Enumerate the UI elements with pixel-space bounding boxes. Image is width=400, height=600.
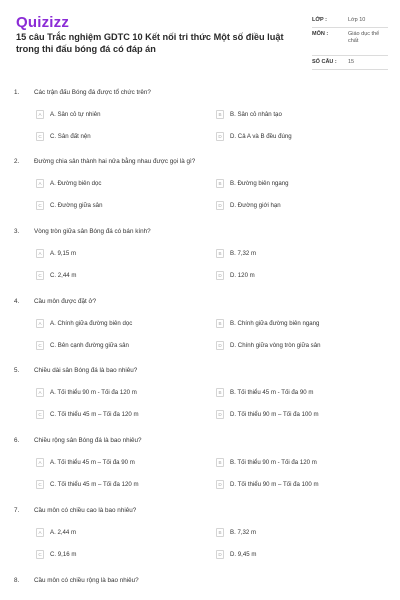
option-letter-box: B	[216, 110, 224, 119]
question-number: 7.	[14, 507, 20, 514]
option-letter-box: D	[216, 480, 224, 489]
answer-option-c[interactable]	[36, 408, 139, 420]
option-letter-box: D	[216, 341, 224, 350]
question-number: 5.	[14, 367, 20, 374]
answer-option-c[interactable]	[36, 548, 76, 560]
answer-option-b[interactable]	[216, 386, 313, 398]
answer-option-a[interactable]	[36, 456, 135, 468]
answer-option-c[interactable]	[36, 130, 91, 142]
option-letter-box: C	[36, 201, 44, 210]
option-letter-box: C	[36, 550, 44, 559]
meta-value-socau: 15	[348, 59, 355, 65]
meta-label-lop: LỚP :	[312, 17, 327, 23]
answer-option-b[interactable]	[216, 247, 256, 259]
option-letter-box: C	[36, 132, 44, 141]
question-number: 2.	[14, 158, 20, 165]
meta-row-mon	[312, 28, 388, 56]
option-letter-box: B	[216, 179, 224, 188]
option-text: D. 9,45 m	[230, 550, 257, 558]
question-number: 6.	[14, 437, 20, 444]
question-number: 1.	[14, 89, 20, 96]
answer-option-c[interactable]	[36, 478, 139, 490]
answer-option-d[interactable]	[216, 199, 281, 211]
option-text: A. Tối thiểu 45 m – Tối đa 90 m	[50, 458, 135, 466]
option-letter-box: A	[36, 110, 44, 119]
meta-row-socau	[312, 56, 388, 70]
question-text: Cầu môn có chiều cao là bao nhiêu?	[34, 507, 137, 514]
answer-option-a[interactable]	[36, 526, 76, 538]
option-text: A. Chính giữa đường biên dọc	[50, 319, 133, 327]
option-text: D. Tối thiểu 90 m – Tối đa 100 m	[230, 480, 319, 488]
option-letter-box: A	[36, 458, 44, 467]
answer-option-d[interactable]	[216, 269, 255, 281]
option-letter-box: D	[216, 550, 224, 559]
question-text: Chiều rộng sân Bóng đá là bao nhiêu?	[34, 437, 142, 444]
answer-option-b[interactable]	[216, 526, 256, 538]
option-text: B. Đường biên ngang	[230, 179, 289, 187]
option-letter-box: B	[216, 528, 224, 537]
quizizz-logo: Quizizz	[16, 14, 70, 31]
question-text: Đường chia sân thành hai nửa bằng nhau được gọi là gì?	[34, 158, 196, 165]
answer-option-a[interactable]	[36, 247, 76, 259]
option-letter-box: A	[36, 179, 44, 188]
answer-option-d[interactable]	[216, 478, 319, 490]
answer-option-d[interactable]	[216, 548, 256, 560]
option-text: A. Đường biên dọc	[50, 179, 102, 187]
answer-option-a[interactable]	[36, 317, 132, 329]
question-text: Vòng tròn giữa sân Bóng đá có bán kính?	[34, 228, 151, 235]
option-text: C. Tối thiểu 45 m – Tối đa 120 m	[50, 410, 139, 418]
option-text: C. Bên cạnh đường giữa sân	[50, 341, 129, 349]
worksheet-header	[0, 0, 400, 78]
question-text: Cầu môn có chiều rộng là bao nhiêu?	[34, 577, 139, 584]
meta-value-mon: Giáo dục thể chất	[348, 31, 380, 44]
option-letter-box: A	[36, 319, 44, 328]
option-letter-box: D	[216, 201, 224, 210]
option-letter-box: B	[216, 319, 224, 328]
meta-label-mon: MÔN :	[312, 31, 329, 37]
question-number: 8.	[14, 577, 20, 584]
question-number: 3.	[14, 228, 20, 235]
meta-row-lop	[312, 14, 388, 28]
option-text: A. Tối thiểu 90 m - Tối đa 120 m	[50, 388, 137, 396]
option-letter-box: C	[36, 480, 44, 489]
option-text: D. Đường giới hạn	[230, 201, 281, 209]
option-text: B. Sân cỏ nhân tạo	[230, 110, 282, 118]
answer-option-d[interactable]	[216, 408, 319, 420]
option-letter-box: A	[36, 528, 44, 537]
meta-value-lop: Lớp 10	[348, 17, 366, 23]
option-text: B. Chính giữa đường biên ngang	[230, 319, 320, 327]
option-text: D. 120 m	[230, 271, 255, 279]
option-letter-box: B	[216, 458, 224, 467]
option-text: A. 9,15 m	[50, 249, 77, 257]
option-letter-box: D	[216, 132, 224, 141]
answer-option-b[interactable]	[216, 177, 289, 189]
answer-option-a[interactable]	[36, 386, 137, 398]
option-letter-box: B	[216, 388, 224, 397]
option-letter-box: C	[36, 410, 44, 419]
question-text: Các trận đấu Bóng đá được tổ chức trên?	[34, 89, 151, 96]
option-text: D. Chính giữa vòng tròn giữa sân	[230, 341, 321, 349]
answer-option-b[interactable]	[216, 108, 282, 120]
answer-option-c[interactable]	[36, 339, 129, 351]
option-text: B. Tối thiểu 90 m - Tối đa 120 m	[230, 458, 317, 466]
answer-option-b[interactable]	[216, 317, 319, 329]
option-text: C. Sân đất nện	[50, 132, 91, 140]
option-letter-box: C	[36, 341, 44, 350]
option-text: C. Tối thiểu 45 m – Tối đa 120 m	[50, 480, 139, 488]
option-letter-box: A	[36, 249, 44, 258]
question-number: 4.	[14, 298, 20, 305]
answer-option-c[interactable]	[36, 269, 76, 281]
answer-option-a[interactable]	[36, 177, 101, 189]
option-text: C. Đường giữa sân	[50, 201, 103, 209]
option-letter-box: A	[36, 388, 44, 397]
option-text: B. Tối thiểu 45 m - Tối đa 90 m	[230, 388, 314, 396]
option-text: B. 7,32 m	[230, 528, 257, 536]
option-text: D. Cả A và B đều đúng	[230, 132, 292, 140]
option-letter-box: C	[36, 271, 44, 280]
question-text: Chiều dài sân Bóng đá là bao nhiêu?	[34, 367, 138, 374]
option-letter-box: B	[216, 249, 224, 258]
option-text: B. 7,32 m	[230, 249, 257, 257]
meta-label-socau: SỐ CÂU :	[312, 59, 337, 65]
worksheet-title: 15 câu Trắc nghiệm GDTC 10 Kết nối tri thức Một số điều luật trong thi đấu bóng đá có đáp án	[16, 32, 284, 54]
answer-option-d[interactable]	[216, 339, 320, 351]
answer-option-c[interactable]	[36, 199, 102, 211]
option-text: D. Tối thiểu 90 m – Tối đa 100 m	[230, 410, 319, 418]
option-letter-box: D	[216, 410, 224, 419]
option-text: C. 9,16 m	[50, 550, 77, 558]
worksheet-meta	[312, 14, 388, 70]
answer-option-b[interactable]	[216, 456, 317, 468]
answer-option-a[interactable]	[36, 108, 101, 120]
option-text: C. 2,44 m	[50, 271, 77, 279]
answer-option-d[interactable]	[216, 130, 292, 142]
option-text: A. Sân cỏ tự nhiên	[50, 110, 101, 118]
question-text: Cầu môn được đặt ở?	[34, 298, 97, 305]
option-letter-box: D	[216, 271, 224, 280]
option-text: A. 2,44 m	[50, 528, 77, 536]
